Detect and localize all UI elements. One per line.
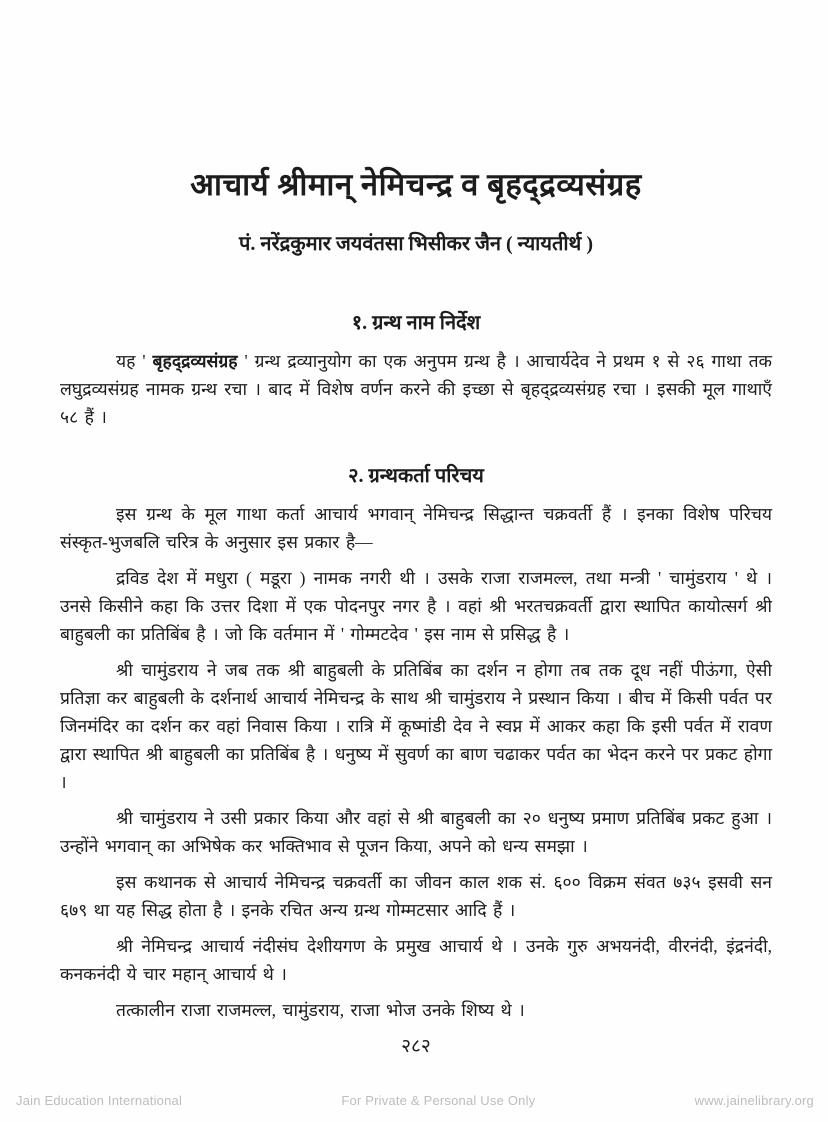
text-block	[60, 0, 772, 1058]
section-2-paragraph-2: द्रविड देश में मधुरा ( मडूरा ) नामक नगरी थी । उसके राजा राजमल्ल, तथा मन्त्री ' चामुंडराय ' थे । उनसे किसीने कहा कि उत्तर दिशा में एक पोदनपुर नगर है । वहां श्री भरतचक्रवर्ती द्वारा स्थापित कायोत्सर्ग श्री बाहुबली का प्रतिबिंब है । जो कि वर्तमान में ' गोम्मटदेव ' इस नाम से प्रसिद्ध है ।	[60, 568, 772, 645]
section-2-paragraph-5: इस कथानक से आचार्य नेमिचन्द्र चक्रवर्ती का जीवन काल शक सं. ६०० विक्रम संवत ७३५ इसवी सन ६७९ था यह सिद्ध होता है । इनके रचित अन्य ग्रन्थ गोम्मटसार आदि हैं ।	[60, 872, 772, 921]
section-2-paragraph-4: श्री चामुंडराय ने उसी प्रकार किया और वहां से श्री बाहुबली का २० धनुष्य प्रमाण प्रतिबिंब प्रकट हुआ । उन्होंने भगवान् का अभिषेक कर भक्तिभाव से पूजन किया, अपने को धन्य समझा ।	[60, 808, 772, 857]
footer-right-url: www.jainelibrary.org	[694, 1093, 814, 1108]
paragraph-text: ' ग्रन्थ द्रव्यानुयोग का एक अनुपम ग्रन्थ है । आचार्यदेव ने प्रथम १ से २६ गाथा तक लघुद्रव्यसंग्रह नामक ग्रन्थ रचा । बाद में विशेष वर्णन करने की इच्छा से बृहद्द्रव्यसंग्रह रचा । इसकी मूल गाथाएँ ५८ हैं ।	[60, 351, 772, 428]
author-byline: पं. नरेंद्रकुमार जयवंतसा भिसीकर जैन ( न्यायतीर्थ )	[239, 233, 593, 256]
book-title-emphasis: बृहद्द्रव्यसंग्रह	[152, 351, 238, 372]
scan-footer	[0, 1093, 828, 1108]
section-2-heading: २. ग्रन्थकर्ता परिचय	[348, 465, 484, 488]
footer-center-text: For Private & Personal Use Only	[341, 1093, 536, 1108]
page-number: २८२	[401, 1036, 431, 1058]
section-1-paragraph	[60, 347, 772, 431]
section-2-paragraph-6: श्री नेमिचन्द्र आचार्य नंदीसंघ देशीयगण के प्रमुख आचार्य थे । उनके गुरु अभयनंदी, वीरनंदी, इंद्रनंदी, कनकनंदी ये चार महान् आचार्य थे ।	[60, 936, 772, 985]
section-2-paragraph-3: श्री चामुंडराय ने जब तक श्री बाहुबली के प्रतिबिंब का दर्शन न होगा तब तक दूध नहीं पीऊंगा, ऐसी प्रतिज्ञा कर बाहुबली के दर्शनार्थ आचार्य नेमिचन्द्र के साथ श्री चामुंडराय ने प्रस्थान किया । बीच में किसी पर्वत पर जिनमंदिर का दर्शन कर वहां निवास किया । रात्रि में कूष्मांडी देव ने स्वप्न में आकर कहा कि इसी पर्वत में रावण द्वारा स्थापित श्री बाहुबली का प्रतिबिंब है । धनुष्य में सुवर्ण का बाण चढाकर पर्वत का भेदन करने पर प्रकट होगा ।	[60, 660, 772, 793]
section-1-heading: १. ग्रन्थ नाम निर्देश	[351, 312, 481, 335]
section-2-paragraph-7: तत्कालीन राजा राजमल्ल, चामुंडराय, राजा भोज उनके शिष्य थे ।	[116, 1000, 525, 1021]
section-2-paragraph-1: इस ग्रन्थ के मूल गाथा कर्ता आचार्य भगवान् नेमिचन्द्र सिद्धान्त चक्रवर्ती हैं । इनका विशेष परिचय संस्कृत-भुजबलि चरित्र के अनुसार इस प्रकार है—	[60, 504, 772, 553]
footer-left-text: Jain Education International	[16, 1093, 183, 1108]
paragraph-text: यह '	[116, 351, 153, 372]
page-title: आचार्य श्रीमान् नेमिचन्द्र व बृहद्द्रव्यसंग्रह	[190, 167, 642, 202]
